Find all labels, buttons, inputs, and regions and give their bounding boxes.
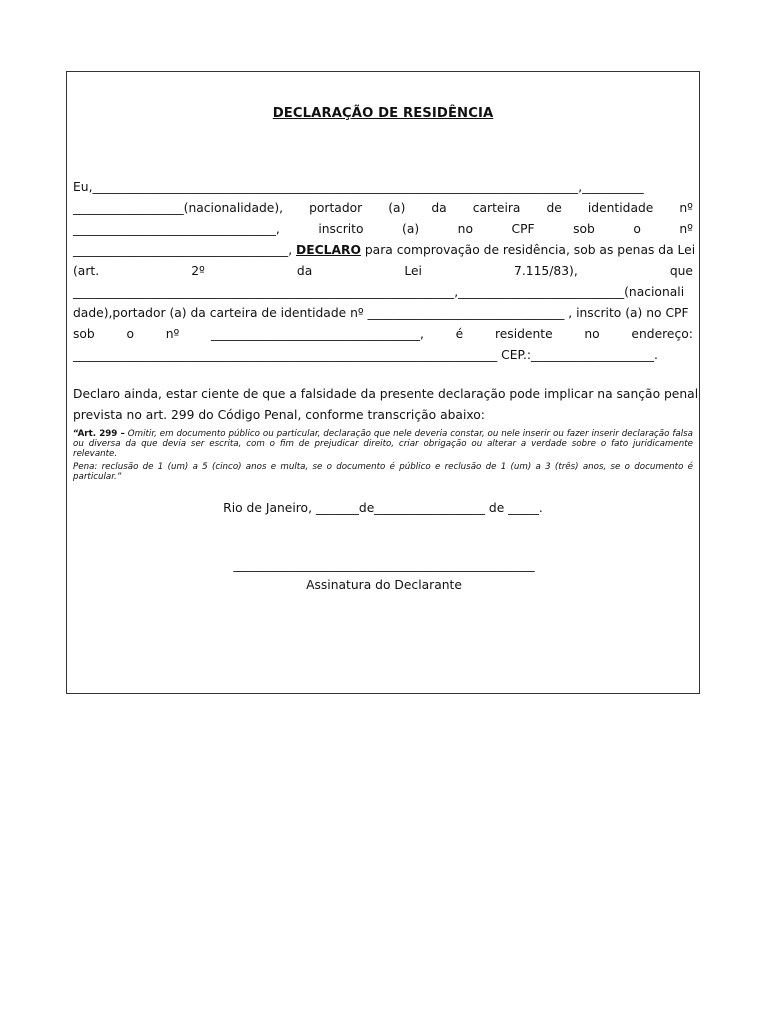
- word: no: [457, 222, 473, 236]
- word: (art.: [73, 264, 100, 278]
- word: endereço:: [631, 327, 693, 341]
- line-nome-nacionalidade: ______________________________________________________________,___________________________(nacionali: [73, 285, 685, 299]
- word: __________________________________,: [210, 327, 424, 341]
- line-cpf: [73, 221, 693, 237]
- word: 2º: [191, 264, 205, 278]
- word: residente: [494, 327, 553, 341]
- word: sob: [573, 222, 595, 236]
- word: sob: [73, 327, 95, 341]
- word: portador: [309, 201, 363, 215]
- word: carteira: [472, 201, 521, 215]
- article-text: Omitir, em documento público ou particular, declaração que nele deveria constar, ou nele inserir ou fazer inserir declaração falsa ou diversa da que devia ser escrita, com o fim de prejudicar direito, criar obrigação ou alterar a verdade sobre o fato juridicamente relevante.: [73, 429, 693, 460]
- word: nº: [165, 327, 180, 341]
- word: o: [126, 327, 134, 341]
- penalty-quote: Pena: reclusão de 1 (um) a 5 (cinco) anos e multa, se o documento é público e reclusão de 1 (um) a 3 (três) anos, se o documento é particular.”: [73, 462, 693, 483]
- article-label: “Art. 299 –: [73, 429, 125, 439]
- word: o: [633, 222, 641, 236]
- signature-label: Assinatura do Declarante: [306, 578, 462, 592]
- word: __________________(nacionalidade),: [73, 201, 284, 215]
- line-cep: _____________________________________________________________________ CEP.:____________________.: [73, 348, 658, 362]
- declaration-form: [66, 71, 700, 694]
- word: CPF: [511, 222, 535, 236]
- word: identidade: [587, 201, 654, 215]
- line-endereco: [73, 326, 693, 342]
- word: inscrito: [318, 222, 364, 236]
- word: (a): [388, 201, 406, 215]
- word: é: [455, 327, 464, 341]
- date-line: Rio de Janeiro, _______de__________________ de _____.: [223, 501, 543, 515]
- word: que: [669, 264, 693, 278]
- line-eu: Eu,_______________________________________________________________________________,__________: [73, 180, 644, 194]
- word: _________________________________,: [73, 222, 280, 236]
- line-prevista: prevista no art. 299 do Código Penal, conforme transcrição abaixo:: [73, 408, 485, 422]
- word: nº: [679, 222, 693, 236]
- document-title: DECLARAÇÃO DE RESIDÊNCIA: [272, 106, 494, 121]
- word: (a): [402, 222, 420, 236]
- word: de: [546, 201, 562, 215]
- word: nº: [679, 201, 693, 215]
- signature-line: _________________________________________________: [233, 558, 535, 572]
- line-nacionalidade: [73, 200, 693, 216]
- declaro-text: para comprovação de residência, sob as penas da Lei: [364, 243, 696, 257]
- blank-field: ___________________________________,: [73, 243, 293, 257]
- word: Lei: [404, 264, 422, 278]
- line-identidade: dade),portador (a) da carteira de identidade nº ________________________________ , inscrito (a) no CPF: [73, 306, 689, 320]
- word: no: [584, 327, 600, 341]
- line-declaro-ainda: Declaro ainda, estar ciente de que a falsidade da presente declaração pode implicar na sanção penal: [73, 387, 699, 401]
- word: da: [431, 201, 447, 215]
- line-lei: [73, 263, 693, 279]
- article-quote: [73, 429, 693, 460]
- declaro-keyword: DECLARO: [296, 243, 361, 257]
- word: da: [296, 264, 313, 278]
- word: 7.115/83),: [514, 264, 578, 278]
- line-declaro: [73, 242, 696, 258]
